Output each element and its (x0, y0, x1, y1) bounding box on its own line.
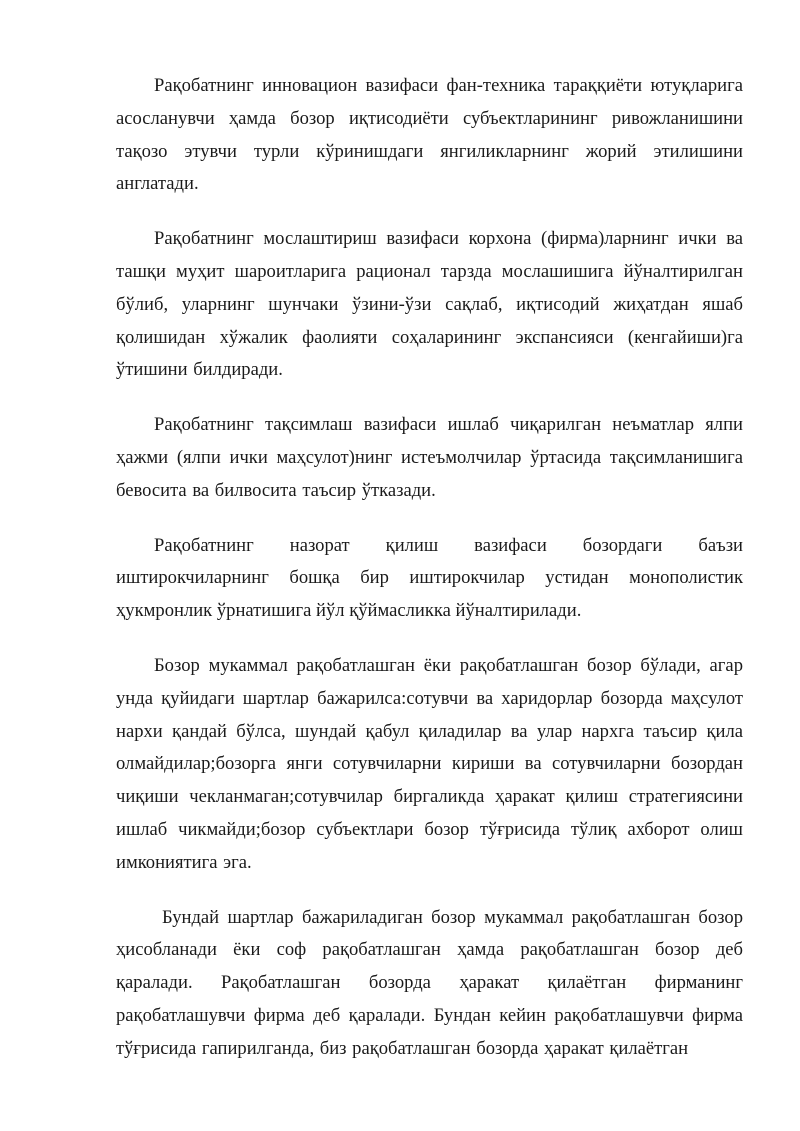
paragraph-control-function: Рақобатнинг назорат қилиш вазифаси бозордаги баъзи иштирокчиларнинг бошқа бир иштирокчилар устидан монополистик ҳукмронлик ўрнатишига йўл қўймасликка йўналтирилади. (116, 534, 743, 622)
document-page (116, 70, 743, 1088)
paragraph-competitive-market-definition: Бундай шартлар бажариладиган бозор мукаммал рақобатлашган бозор ҳисобланади ёки соф рақобатлашган ҳамда рақобатлашган бозор деб қаралади. Рақобатлашган бозорда ҳаракат қилаётган фирманинг рақобатлашувчи фирма деб қаралади. Бундан кейин рақобатлашувчи фирма тўғрисида гапирилганда, биз рақобатлашган бозорда ҳаракат қилаётган (116, 906, 743, 1059)
paragraph-innovation-function: Рақобатнинг инновацион вазифаси фан-техника тараққиёти ютуқларига асосланувчи ҳамда бозор иқтисодиёти субъектларининг ривожланишини тақозо этувчи турли кўринишдаги янгиликларнинг жорий этилишини англатади. (116, 75, 743, 195)
paragraph-adaptation-function: Рақобатнинг мослаштириш вазифаси корхона (фирма)ларнинг ички ва ташқи муҳит шароитларига рационал тарзда мослашишига йўналтирилган бўлиб, уларнинг шунчаки ўзини-ўзи сақлаб, иқтисодий жиҳатдан яшаб қолишидан хўжалик фаолияти соҳаларининг экспансияси (кенгайиши)га ўтишини билдиради. (116, 228, 743, 381)
paragraph-distribution-function: Рақобатнинг тақсимлаш вазифаси ишлаб чиқарилган неъматлар ялпи ҳажми (ялпи ички маҳсулот)нинг истеъмолчилар ўртасида тақсимланишига бевосита ва билвосита таъсир ўтказади. (116, 414, 743, 501)
paragraph-perfect-competition-conditions: Бозор мукаммал рақобатлашган ёки рақобатлашган бозор бўлади, агар унда қуйидаги шартлар бажарилса:сотувчи ва харидорлар бозорда маҳсулот нархи қандай бўлса, шундай қабул қиладилар ва улар нархга таъсир қила олмайдилар;бозорга янги сотувчиларни кириши ва сотувчиларни бозордан чиқиши чекланмаган;сотувчилар биргаликда ҳаракат қилиш стратегиясини ишлаб чикмайди;бозор субъектлари бозор тўғрисида тўлиқ ахборот олиш имкониятига эга. (116, 654, 743, 873)
